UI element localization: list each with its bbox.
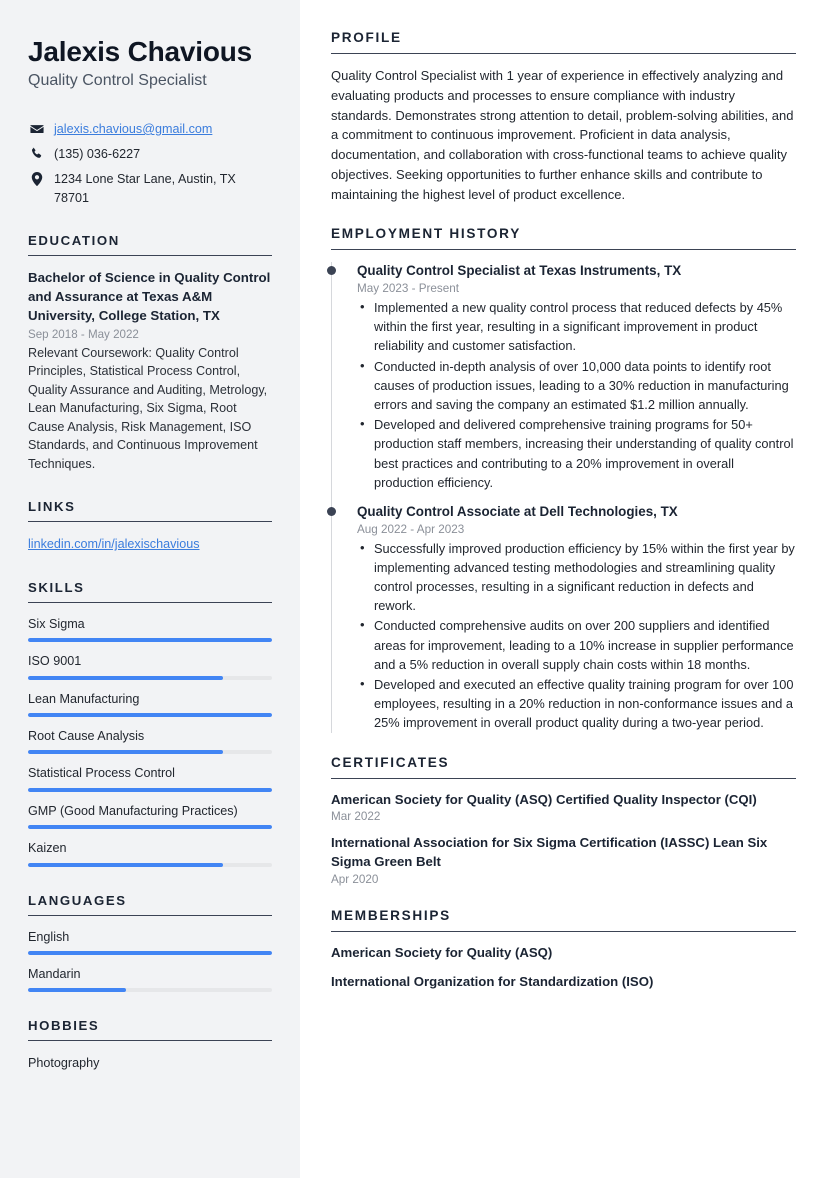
certificate-date: Apr 2020 xyxy=(331,872,379,886)
job-title: Quality Control Associate at Dell Technologies, TX xyxy=(357,503,678,519)
certificates-heading: CERTIFICATES xyxy=(331,754,450,770)
address-value: 1234 Lone Star Lane, Austin, TX 78701 xyxy=(54,172,236,205)
job-bullet-list xyxy=(357,539,796,733)
phone-value: (135) 036-6227 xyxy=(54,147,141,162)
section-languages xyxy=(28,893,272,993)
location-pin-icon xyxy=(28,170,45,186)
language-item-track xyxy=(28,951,272,955)
job-bullet-list xyxy=(357,298,796,492)
skill-item-fill xyxy=(28,863,223,867)
skill-item-track xyxy=(28,788,272,792)
skill-item xyxy=(28,803,272,829)
job-title: Quality Control Specialist at Texas Instruments, TX xyxy=(357,263,682,279)
skill-item xyxy=(28,840,272,866)
language-item xyxy=(28,929,272,955)
job-bullet: • Successfully improved production efficiency by 15% within the first year by implementing advanced testing methodologies and streamlining quality control processes, resulting in a significant reduction in defects and rework. xyxy=(357,539,796,616)
employment-timeline xyxy=(331,262,796,732)
skill-item-track xyxy=(28,676,272,680)
job-bullet: • Developed and executed an effective quality training program for over 100 employees, resulting in a 20% reduction in non-conformance issues and a 25% improvement in overall product quality during a two-year period. xyxy=(357,675,796,733)
links-heading: LINKS xyxy=(28,499,76,515)
certificate-name: International Association for Six Sigma Certification (IASSC) Lean Six Sigma Green Belt xyxy=(331,835,768,869)
language-item-fill xyxy=(28,951,272,955)
sidebar xyxy=(0,0,300,1178)
certificate-item xyxy=(331,834,796,885)
membership-item: American Society for Quality (ASQ) xyxy=(331,944,553,960)
main-content xyxy=(300,0,833,1178)
skills-heading: SKILLS xyxy=(28,580,85,595)
education-date: Sep 2018 - May 2022 xyxy=(28,327,139,341)
skill-item-label: Lean Manufacturing xyxy=(28,691,140,706)
contact-item-phone xyxy=(28,145,272,163)
divider xyxy=(331,778,796,779)
divider xyxy=(28,915,272,916)
envelope-icon xyxy=(28,120,45,136)
divider xyxy=(331,249,796,250)
memberships-heading: MEMBERSHIPS xyxy=(331,907,451,923)
timeline-dot-icon xyxy=(327,266,336,275)
divider xyxy=(28,602,272,603)
skill-item-label: Kaizen xyxy=(28,841,67,856)
profile-text: Quality Control Specialist with 1 year of experience in effectively analyzing and evaluating products and processes to ensure compliance with industry standards. Demonstrates strong attention to detail, problem-solving abilities, and a commitment to continuous improvement. Proficient in data analysis, documentation, and collaboration with cross-functional teams to achieve quality objectives. Seeking opportunities to further enhance skills and contribute to maintaining the highest level of product excellence. xyxy=(331,68,794,202)
skill-item-label: Statistical Process Control xyxy=(28,766,175,781)
certificate-item xyxy=(331,791,796,824)
phone-icon xyxy=(28,145,45,160)
languages-list xyxy=(28,929,272,993)
languages-heading: LANGUAGES xyxy=(28,892,127,908)
job-bullet: • Implemented a new quality control process that reduced defects by 45% within the first year, resulting in a significant improvement in product reliability and customer satisfaction. xyxy=(357,298,796,356)
hobbies-heading: HOBBIES xyxy=(28,1018,100,1034)
skill-item-track xyxy=(28,750,272,754)
hobby-item: Photography xyxy=(28,1056,100,1071)
job-entry xyxy=(357,262,796,492)
education-description: Relevant Coursework: Quality Control Principles, Statistical Process Control, Quality Assurance and Auditing, Metrology, Lean Manufacturing, Six Sigma, Root Cause Analysis, Risk Management, ISO Standards, and Continuous Improvement Techniques. xyxy=(28,345,268,471)
skill-item-track xyxy=(28,638,272,642)
language-item xyxy=(28,966,272,992)
skill-item-label: Six Sigma xyxy=(28,617,85,631)
divider xyxy=(28,255,272,256)
contact-item-address xyxy=(28,170,272,207)
contact-list xyxy=(28,120,272,207)
certificate-name: American Society for Quality (ASQ) Certified Quality Inspector (CQI) xyxy=(331,791,757,807)
skills-list xyxy=(28,616,272,867)
contact-item-email[interactable] xyxy=(28,120,272,138)
language-item-fill xyxy=(28,988,126,992)
section-employment-history xyxy=(331,226,796,732)
link-linkedin[interactable]: linkedin.com/in/jalexischavious xyxy=(28,537,200,552)
divider xyxy=(28,1040,272,1041)
section-hobbies xyxy=(28,1018,272,1073)
memberships-list xyxy=(331,944,796,992)
language-item-track xyxy=(28,988,272,992)
timeline-dot-icon xyxy=(327,507,336,516)
education-heading: EDUCATION xyxy=(28,232,120,248)
page-title: Jalexis Chavious xyxy=(28,36,253,67)
membership-item: International Organization for Standardization (ISO) xyxy=(331,974,654,990)
certificate-date: Mar 2022 xyxy=(331,810,381,824)
skill-item-fill xyxy=(28,713,272,717)
job-title-subtitle: Quality Control Specialist xyxy=(28,72,207,90)
skill-item xyxy=(28,653,272,679)
divider xyxy=(331,931,796,932)
skill-item-fill xyxy=(28,638,272,642)
email-link[interactable]: jalexis.chavious@gmail.com xyxy=(54,121,213,136)
section-education xyxy=(28,233,272,473)
section-profile xyxy=(331,30,796,204)
language-item-label: Mandarin xyxy=(28,966,81,981)
job-date: Aug 2022 - Apr 2023 xyxy=(357,522,465,536)
skill-item xyxy=(28,728,272,754)
job-bullet: • Conducted in-depth analysis of over 10,000 data points to identify root causes of production issues, leading to a 30% reduction in manufacturing errors and saving the company an estimated $1.2 million annually. xyxy=(357,357,796,415)
skill-item xyxy=(28,691,272,717)
skill-item-fill xyxy=(28,676,223,680)
skill-item-fill xyxy=(28,825,272,829)
skill-item-track xyxy=(28,825,272,829)
profile-heading: PROFILE xyxy=(331,30,402,45)
section-certificates xyxy=(331,755,796,886)
language-item-label: English xyxy=(28,929,70,944)
skill-item xyxy=(28,616,272,642)
skill-item-label: ISO 9001 xyxy=(28,654,82,669)
education-degree: Bachelor of Science in Quality Control and Assurance at Texas A&M University, College Station, TX xyxy=(28,269,271,323)
skill-item xyxy=(28,765,272,791)
job-bullet: • Developed and delivered comprehensive training programs for 50+ production staff members, increasing their understanding of quality control best practices and contributing to a 20% improvement in overall production efficiency. xyxy=(357,415,796,492)
section-links xyxy=(28,499,272,554)
job-date: May 2023 - Present xyxy=(357,282,459,296)
skill-item-label: Root Cause Analysis xyxy=(28,729,145,744)
divider xyxy=(331,53,796,54)
skill-item-fill xyxy=(28,788,272,792)
section-memberships xyxy=(331,908,796,992)
certificates-list xyxy=(331,791,796,886)
skill-item-fill xyxy=(28,750,223,754)
skill-item-track xyxy=(28,713,272,717)
employment-heading: EMPLOYMENT HISTORY xyxy=(331,226,521,242)
section-skills xyxy=(28,580,272,867)
skill-item-track xyxy=(28,863,272,867)
job-entry xyxy=(357,503,796,733)
job-bullet: • Conducted comprehensive audits on over 200 suppliers and identified areas for improvement, leading to a 10% increase in supplier performance and a 5% reduction in overall supply chain costs within 18 months. xyxy=(357,616,796,674)
skill-item-label: GMP (Good Manufacturing Practices) xyxy=(28,803,238,818)
divider xyxy=(28,521,272,522)
